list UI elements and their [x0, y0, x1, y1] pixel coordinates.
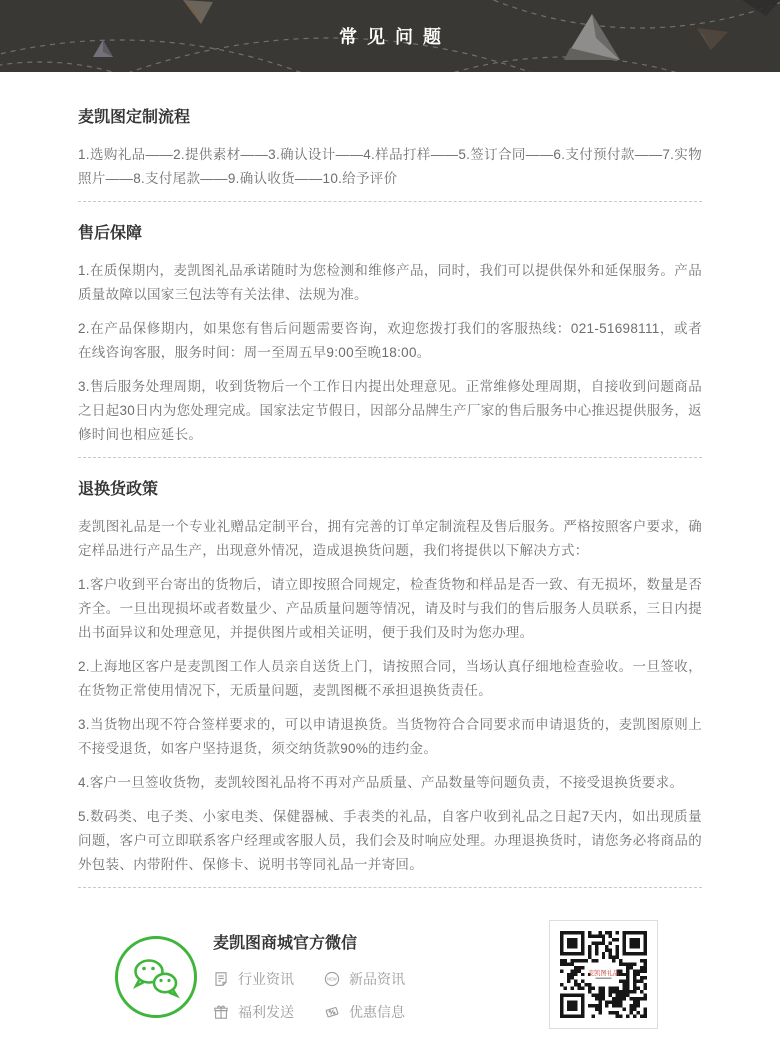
svg-text:麦凯图礼品: 麦凯图礼品 [587, 969, 620, 977]
news-doc-icon [213, 971, 229, 987]
wechat-logo-icon [113, 934, 199, 1025]
qr-box [549, 920, 658, 1029]
section-divider [78, 887, 702, 888]
footer-item-label: 行业资讯 [238, 971, 294, 987]
wechat-title: 麦凯图商城官方微信 [213, 935, 358, 952]
section-divider [78, 201, 702, 202]
footer-item-label: 新品资讯 [349, 971, 405, 987]
paragraph: 1.在质保期内，麦凯图礼品承诺随时为您检测和维修产品，同时，我们可以提供保外和延保服务。产品质量故障以国家三包法等有关法律、法规为准。 [78, 263, 702, 302]
content [0, 108, 780, 1029]
section-divider [78, 457, 702, 458]
new-badge-icon [324, 971, 340, 987]
wechat-info [213, 935, 549, 1022]
footer-item-label: 优惠信息 [349, 1004, 405, 1020]
section-aftersales [78, 224, 702, 447]
section-process [78, 108, 702, 191]
paragraph: 1.选购礼品——2.提供素材——3.确认设计——4.样品打样——5.签订合同——6.支付预付款——7.实物照片——8.支付尾款——9.确认收货——10.给予评价 [78, 147, 702, 186]
page-header [0, 0, 780, 72]
paragraph: 麦凯图礼品是一个专业礼赠品定制平台，拥有完善的订单定制流程及售后服务。严格按照客户要求，确定样品进行产品生产，出现意外情况，造成退换货问题，我们将提供以下解决方式： [78, 519, 702, 558]
section-heading: 售后保障 [78, 225, 143, 242]
svg-text:NEW: NEW [327, 976, 337, 982]
section-heading: 麦凯图定制流程 [78, 109, 191, 126]
footer-item [213, 969, 294, 989]
paragraph: 3.售后服务处理周期，收到货物后一个工作日内提出处理意见。正常维修处理周期，自接收到问题商品之日起30日内为您处理完成。国家法定节假日，因部分品牌生产厂家的售后服务中心推迟提供服务，返修时间也相应延长。 [78, 379, 702, 442]
footer-item [324, 1002, 405, 1022]
footer-item [213, 1002, 294, 1022]
footer-item-label: 福利发送 [238, 1004, 294, 1020]
gift-icon [213, 1004, 229, 1020]
paragraph: 4.客户一旦签收货物，麦凯较图礼品将不再对产品质量、产品数量等问题负责，不接受退换货要求。 [78, 775, 684, 790]
footer-item [324, 969, 405, 989]
wechat-footer [78, 914, 702, 1029]
page-title: 常见问题 [339, 27, 451, 47]
paragraph: 2.在产品保修期内，如果您有售后问题需要咨询，欢迎您拨打我们的客服热线：021-51698111，或者在线咨询客服，服务时间：周一至周五早9:00至晚18:00。 [78, 321, 702, 360]
paragraph: 2.上海地区客户是麦凯图工作人员亲自送货上门，请按照合同，当场认真仔细地检查验收。一旦签收，在货物正常使用情况下，无质量问题，麦凯图概不承担退换货责任。 [78, 659, 702, 698]
qr-code [560, 931, 647, 1018]
paragraph: 3.当货物出现不符合签样要求的，可以申请退换货。当货物符合合同要求而申请退货的，麦凯图原则上不接受退货，如客户坚持退货，须交纳货款90%的违约金。 [78, 717, 702, 756]
wechat-feature-grid [213, 969, 549, 1022]
section-heading: 退换货政策 [78, 481, 159, 498]
section-returns [78, 480, 702, 877]
paragraph: 1.客户收到平台寄出的货物后，请立即按照合同规定，检查货物和样品是否一致、有无损坏，数量是否齐全。一旦出现损坏或者数量少、产品质量问题等情况，请及时与我们的售后服务人员联系，三日内提出书面异议和处理意见，并提供图片或相关证明，便于我们及时为您办理。 [78, 577, 702, 640]
paragraph: 5.数码类、电子类、小家电类、保健器械、手表类的礼品，自客户收到礼品之日起7天内，如出现质量问题，客户可立即联系客户经理或客服人员，我们会及时响应处理。办理退换货时，请您务必将商品的外包装、内带附件、保修卡、说明书等同礼品一并寄回。 [78, 809, 702, 872]
coupon-icon [324, 1004, 340, 1020]
